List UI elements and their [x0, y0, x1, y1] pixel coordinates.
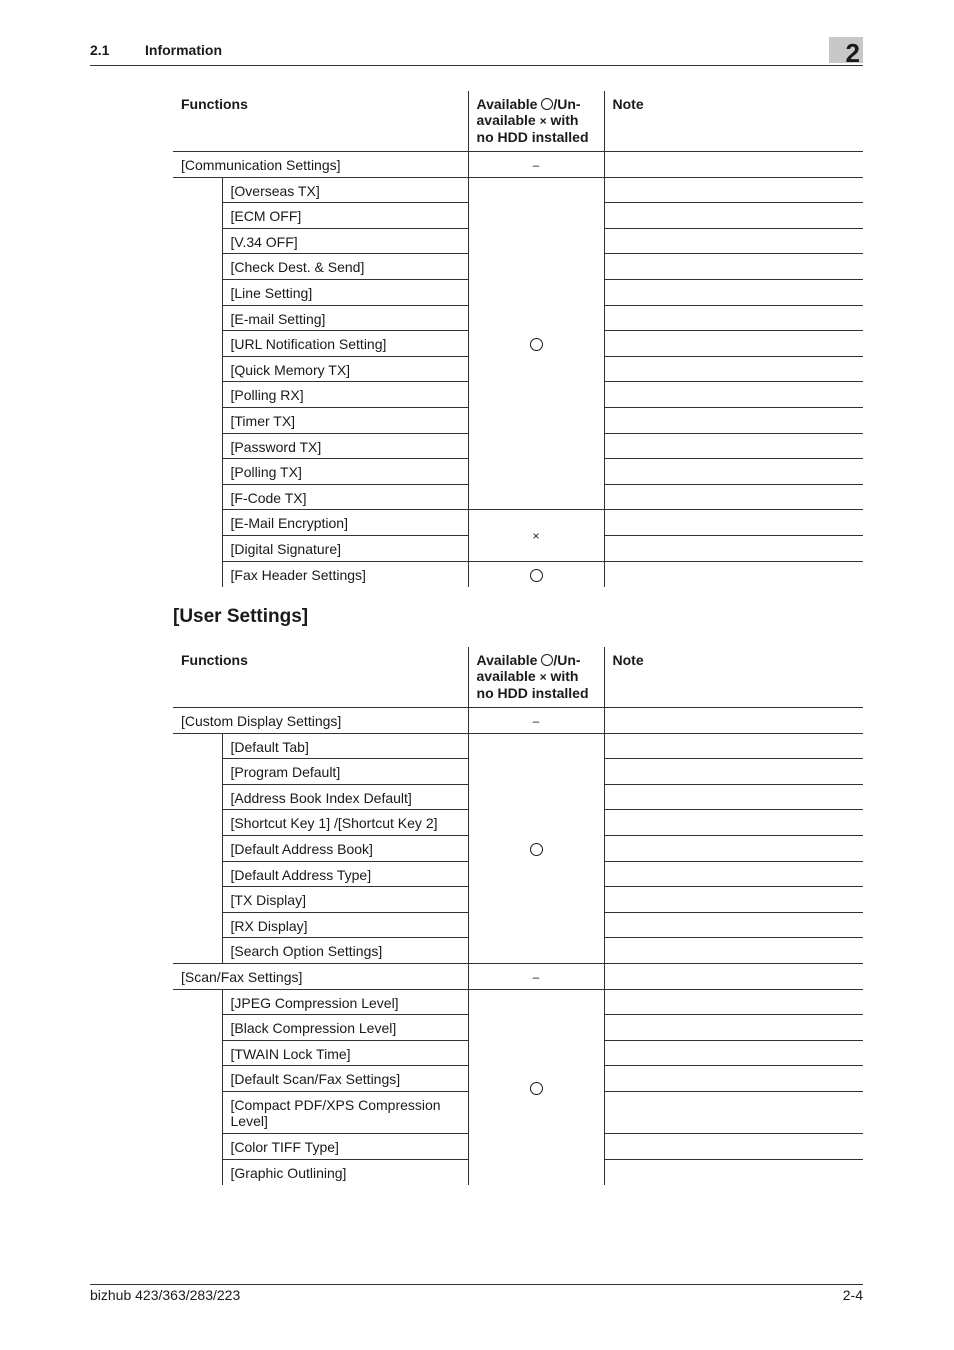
- group-value: –: [468, 708, 604, 734]
- note-cell: [604, 459, 863, 485]
- note-cell: [604, 1066, 863, 1092]
- note-cell: [604, 989, 863, 1015]
- function-item: [E-mail Setting]: [222, 305, 468, 331]
- note-cell: [604, 1015, 863, 1041]
- note-cell: [604, 152, 863, 178]
- note-cell: [604, 407, 863, 433]
- note-cell: [604, 510, 863, 536]
- function-item: [TWAIN Lock Time]: [222, 1040, 468, 1066]
- function-item: [Quick Memory TX]: [222, 356, 468, 382]
- function-item: [Program Default]: [222, 759, 468, 785]
- function-item: [Compact PDF/XPS Compression Level]: [222, 1091, 468, 1133]
- note-cell: [604, 861, 863, 887]
- section-heading: [User Settings]: [173, 606, 309, 627]
- availability-header: Available /Un- available × with no HDD installed: [468, 647, 604, 708]
- availability-cell: [468, 561, 604, 587]
- group-label: [Custom Display Settings]: [181, 713, 342, 729]
- function-item: [RX Display]: [222, 912, 468, 938]
- note-cell: [604, 331, 863, 357]
- unavailable-cross-icon: ×: [532, 528, 540, 543]
- unavailable-cross-icon: ×: [539, 670, 547, 684]
- group-label: [Communication Settings]: [181, 157, 341, 173]
- section-title: Information: [145, 42, 222, 58]
- function-item: [Overseas TX]: [222, 177, 468, 203]
- note-cell: [604, 912, 863, 938]
- function-item: [Fax Header Settings]: [222, 561, 468, 587]
- note-cell: [604, 1091, 863, 1133]
- note-header: Note: [604, 647, 863, 708]
- function-item: [Shortcut Key 1] /[Shortcut Key 2]: [222, 810, 468, 836]
- function-item: [F-Code TX]: [222, 484, 468, 510]
- note-cell: [604, 305, 863, 331]
- note-cell: [604, 938, 863, 964]
- availability-cell: [468, 510, 604, 561]
- group-value: –: [468, 963, 604, 989]
- note-cell: [604, 708, 863, 734]
- note-cell: [604, 1040, 863, 1066]
- note-cell: [604, 810, 863, 836]
- note-cell: [604, 963, 863, 989]
- note-cell: [604, 254, 863, 280]
- group-label: [Scan/Fax Settings]: [173, 963, 468, 989]
- function-item: [Default Address Type]: [222, 861, 468, 887]
- availability-header: Available /Un- available × with no HDD installed: [468, 91, 604, 152]
- note-cell: [604, 382, 863, 408]
- function-item: [Search Option Settings]: [222, 938, 468, 964]
- indent-spacer: [173, 177, 222, 587]
- page-number: 2-4: [842, 1287, 863, 1303]
- note-cell: [604, 228, 863, 254]
- function-item: [Password TX]: [222, 433, 468, 459]
- function-item: [Polling RX]: [222, 382, 468, 408]
- note-cell: [604, 433, 863, 459]
- note-cell: [604, 759, 863, 785]
- function-item: [Default Tab]: [222, 733, 468, 759]
- function-item: [E-Mail Encryption]: [222, 510, 468, 536]
- function-item: [Default Scan/Fax Settings]: [222, 1066, 468, 1092]
- note-cell: [604, 203, 863, 229]
- availability-cell: [468, 989, 604, 1185]
- function-item: [Color TIFF Type]: [222, 1133, 468, 1159]
- function-item: [ECM OFF]: [222, 203, 468, 229]
- function-item: [Polling TX]: [222, 459, 468, 485]
- note-cell: [604, 887, 863, 913]
- function-item: [V.34 OFF]: [222, 228, 468, 254]
- note-header: Note: [604, 91, 863, 152]
- availability-cell: [468, 733, 604, 963]
- chapter-number: 2: [845, 38, 860, 68]
- function-item: [Black Compression Level]: [222, 1015, 468, 1041]
- unavailable-cross-icon: ×: [539, 114, 547, 128]
- available-circle-icon: [541, 98, 553, 110]
- function-item: [Timer TX]: [222, 407, 468, 433]
- available-circle-icon: [530, 1082, 543, 1095]
- availability-cell: [468, 177, 604, 510]
- available-circle-icon: [530, 569, 543, 582]
- function-item: [Check Dest. & Send]: [222, 254, 468, 280]
- user-settings-table: [173, 647, 863, 1185]
- function-item: [Graphic Outlining]: [222, 1159, 468, 1185]
- function-item: [JPEG Compression Level]: [222, 989, 468, 1015]
- indent-spacer: [173, 733, 222, 963]
- indent-spacer: [173, 989, 222, 1185]
- functions-header: Functions: [173, 647, 468, 708]
- note-cell: [604, 484, 863, 510]
- page-header: [90, 40, 863, 66]
- page-footer: [90, 1284, 863, 1303]
- available-circle-icon: [530, 338, 543, 351]
- note-cell: [604, 1133, 863, 1159]
- function-item: [Default Address Book]: [222, 835, 468, 861]
- group-value: –: [468, 152, 604, 178]
- note-cell: [604, 279, 863, 305]
- available-circle-icon: [530, 843, 543, 856]
- function-item: [Line Setting]: [222, 279, 468, 305]
- note-cell: [604, 561, 863, 587]
- communication-settings-table: [173, 91, 863, 587]
- available-circle-icon: [541, 654, 553, 666]
- note-cell: [604, 1159, 863, 1185]
- function-item: [Address Book Index Default]: [222, 784, 468, 810]
- function-item: [URL Notification Setting]: [222, 331, 468, 357]
- section-number: 2.1: [90, 42, 110, 58]
- model-name: bizhub 423/363/283/223: [90, 1287, 241, 1303]
- function-item: [TX Display]: [222, 887, 468, 913]
- note-cell: [604, 835, 863, 861]
- function-item: [Digital Signature]: [222, 535, 468, 561]
- functions-header: Functions: [173, 91, 468, 152]
- note-cell: [604, 177, 863, 203]
- note-cell: [604, 535, 863, 561]
- note-cell: [604, 784, 863, 810]
- note-cell: [604, 356, 863, 382]
- note-cell: [604, 733, 863, 759]
